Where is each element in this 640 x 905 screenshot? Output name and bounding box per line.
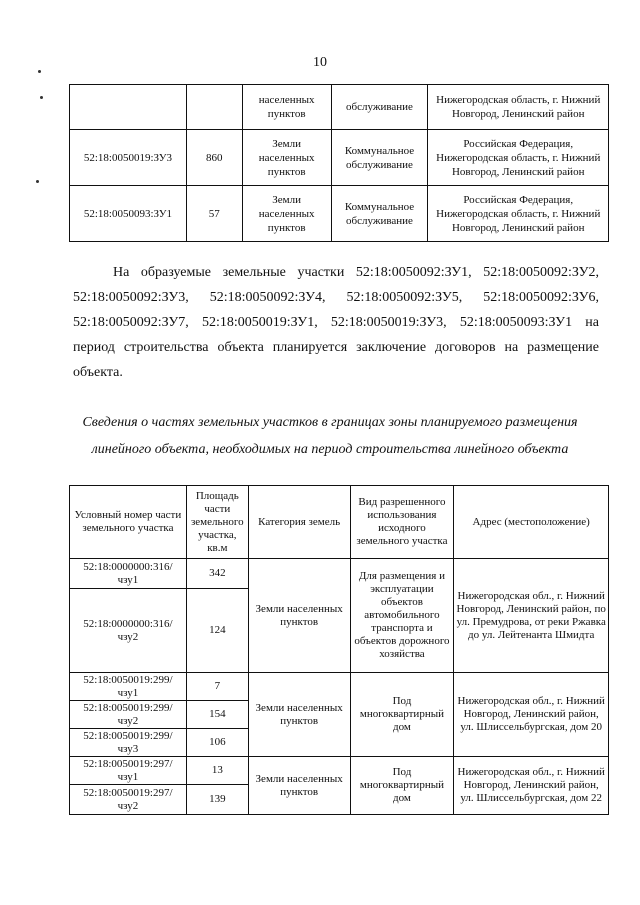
table-cell bbox=[70, 85, 187, 130]
header-address: Адрес (местоположение) bbox=[454, 486, 609, 559]
table-cell bbox=[186, 85, 242, 130]
address-cell: Нижегородская область, г. Нижний Новгород, Ленинский район bbox=[428, 85, 609, 130]
page-number: 10 bbox=[313, 55, 327, 70]
category-cell: Земли населенных пунктов bbox=[248, 757, 350, 815]
part-id-cell: 52:18:0000000:316/ чзу2 bbox=[70, 589, 187, 673]
area-cell: 13 bbox=[186, 757, 248, 785]
header-area: Площадь части земельного участка, кв.м bbox=[186, 486, 248, 559]
margin-dot bbox=[38, 70, 41, 73]
table-row bbox=[70, 130, 609, 186]
plot-id-cell: 52:18:0050019:ЗУ3 bbox=[70, 130, 187, 186]
margin-dot bbox=[40, 96, 43, 99]
category-cell: Земли населенных пунктов bbox=[248, 673, 350, 757]
address-cell: Российская Федерация, Нижегородская область, г. Нижний Новгород, Ленинский район bbox=[428, 186, 609, 242]
table-row bbox=[70, 186, 609, 242]
part-id-cell: 52:18:0050019:299/ чзу1 bbox=[70, 673, 187, 701]
area-cell: 106 bbox=[186, 729, 248, 757]
area-cell: 139 bbox=[186, 785, 248, 815]
address-cell: Российская Федерация, Нижегородская область, г. Нижний Новгород, Ленинский район bbox=[428, 130, 609, 186]
use-cell: Под многоквартирный дом bbox=[350, 757, 454, 815]
part-id-cell: 52:18:0000000:316/ чзу1 bbox=[70, 559, 187, 589]
margin-dot bbox=[36, 180, 39, 183]
table-header-row bbox=[70, 486, 609, 559]
category-cell: населенных пунктов bbox=[242, 85, 331, 130]
address-cell: Нижегородская обл., г. Нижний Новгород, Ленинский район, ул. Шлиссельбургская, дом 22 bbox=[454, 757, 609, 815]
land-plots-table bbox=[69, 84, 609, 242]
table-row bbox=[70, 85, 609, 130]
use-cell: Под многоквартирный дом bbox=[350, 673, 454, 757]
area-cell: 7 bbox=[186, 673, 248, 701]
area-cell: 124 bbox=[186, 589, 248, 673]
area-cell: 860 bbox=[186, 130, 242, 186]
table-row bbox=[70, 757, 609, 785]
area-cell: 342 bbox=[186, 559, 248, 589]
category-cell: Земли населенных пунктов bbox=[242, 130, 331, 186]
section-subtitle: Сведения о частях земельных участков в границах зоны планируемого размещения линейного объекта, необходимых на период строительства линейного объекта bbox=[82, 415, 578, 457]
use-cell: Коммунальное обслуживание bbox=[331, 186, 428, 242]
category-cell: Земли населенных пунктов bbox=[242, 186, 331, 242]
header-category: Категория земель bbox=[248, 486, 350, 559]
category-cell: Земли населенных пунктов bbox=[248, 559, 350, 673]
use-cell: Коммунальное обслуживание bbox=[331, 130, 428, 186]
plot-id-cell: 52:18:0050093:ЗУ1 bbox=[70, 186, 187, 242]
use-cell: Для размещения и эксплуатации объектов автомобильного транспорта и объектов дорожного хозяйства bbox=[350, 559, 454, 673]
part-id-cell: 52:18:0050019:299/ чзу3 bbox=[70, 729, 187, 757]
body-paragraph bbox=[73, 260, 599, 385]
header-use: Вид разрешенного использования исходного земельного участка bbox=[350, 486, 454, 559]
land-parts-table bbox=[69, 485, 609, 815]
address-cell: Нижегородская обл., г. Нижний Новгород, Ленинский район, по ул. Премудрова, от реки Ржавка до ул. Лейтенанта Шмидта bbox=[454, 559, 609, 673]
area-cell: 154 bbox=[186, 701, 248, 729]
paragraph-text: На образуемые земельные участки 52:18:0050092:ЗУ1, 52:18:0050092:ЗУ2, 52:18:0050092:ЗУ3, 52:18:0050092:ЗУ4, 52:18:0050092:ЗУ5, 52:18:0050092:ЗУ6, 52:18:0050092:ЗУ7, 52:18:0050019:ЗУ1, 52:18:0050019:ЗУ3, 52:18:0050093:ЗУ1 на период строительства объекта планируется заключение договоров на размещение объекта. bbox=[73, 265, 599, 380]
area-cell: 57 bbox=[186, 186, 242, 242]
header-part: Условный номер части земельного участка bbox=[70, 486, 187, 559]
part-id-cell: 52:18:0050019:299/ чзу2 bbox=[70, 701, 187, 729]
use-cell: обслуживание bbox=[331, 85, 428, 130]
part-id-cell: 52:18:0050019:297/ чзу1 bbox=[70, 757, 187, 785]
address-cell: Нижегородская обл., г. Нижний Новгород, Ленинский район, ул. Шлиссельбургская, дом 20 bbox=[454, 673, 609, 757]
part-id-cell: 52:18:0050019:297/ чзу2 bbox=[70, 785, 187, 815]
table-row bbox=[70, 559, 609, 589]
table-row bbox=[70, 673, 609, 701]
